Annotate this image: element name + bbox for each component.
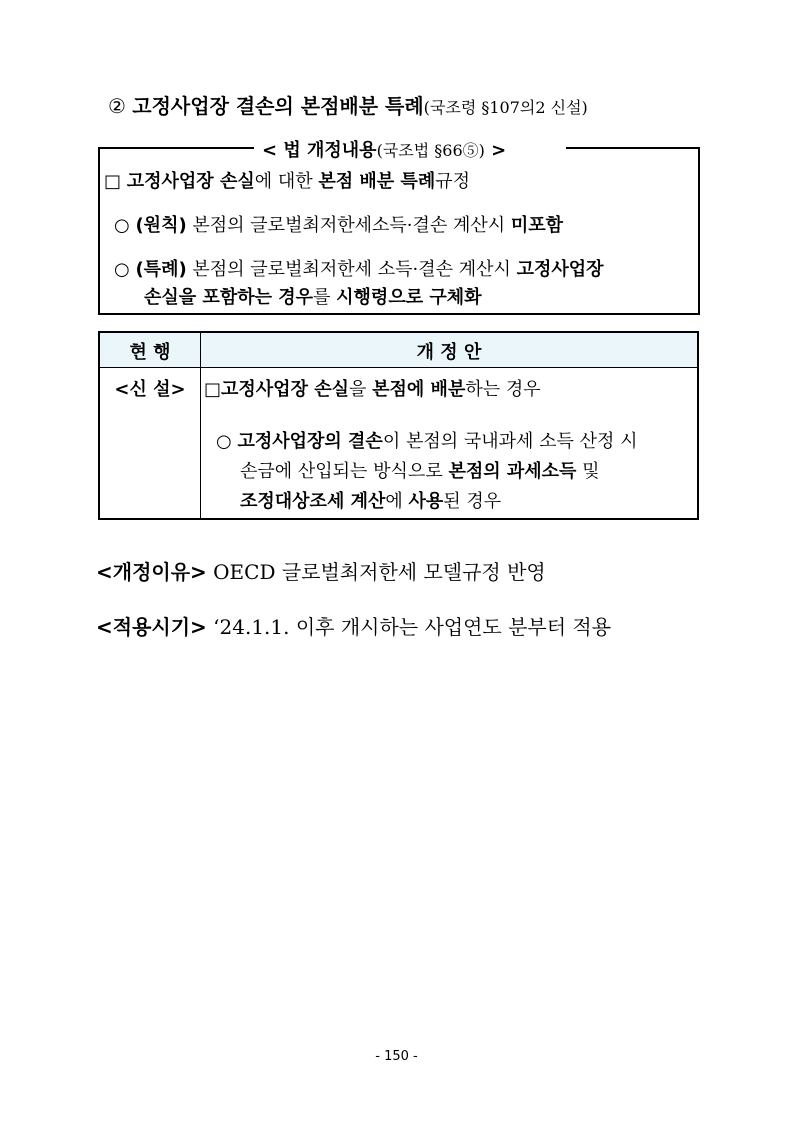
proposed-subitem-line2: 손금에 산입되는 방식으로 본점의 과세소득 및 bbox=[240, 461, 600, 482]
bullet-circle-icon: ○ bbox=[114, 259, 130, 280]
section-number: ② bbox=[108, 94, 126, 118]
proposed-item-main: □고정사업장 손실을 본점에 배분하는 경우 bbox=[204, 379, 541, 400]
checkbox-square-icon: □ bbox=[204, 379, 222, 400]
bullet-circle-icon: ○ bbox=[216, 431, 232, 452]
section-title: 고정사업장 결손의 본점배분 특례 bbox=[132, 94, 424, 118]
section-reference: (국조령 §107의2 신설) bbox=[423, 98, 588, 117]
law-amendment-box bbox=[98, 147, 700, 315]
header-proposed: 개 정 안 bbox=[416, 342, 482, 363]
proposed-subitem: ○ 고정사업장의 결손이 본점의 국내과세 소득 산정 시 bbox=[216, 431, 638, 452]
proposed-subitem-line3: 조정대상조세 계산에 사용된 경우 bbox=[240, 491, 502, 512]
header-current: 현 행 bbox=[129, 342, 171, 363]
effective-text: ‘24.1.1. 이후 개시하는 사업연도 분부터 적용 bbox=[206, 615, 612, 639]
reason-text: OECD 글로벌최저한세 모델규정 반영 bbox=[206, 560, 546, 584]
page-number: - 150 - bbox=[375, 1049, 418, 1064]
section-heading bbox=[108, 90, 588, 119]
reason-label: <개정이유> bbox=[96, 560, 207, 584]
law-item-exception-line2: 손실을 포함하는 경우를 시행령으로 구체화 bbox=[144, 287, 482, 308]
caption-text: < 법 개정내용(국조법 §66⑤) > bbox=[262, 140, 507, 161]
law-item-main: □ 고정사업장 손실에 대한 본점 배분 특례규정 bbox=[104, 171, 470, 192]
bullet-circle-icon: ○ bbox=[114, 215, 130, 236]
comparison-table bbox=[98, 331, 699, 520]
checkbox-square-icon: □ bbox=[104, 171, 122, 192]
amendment-reason bbox=[96, 556, 546, 585]
current-value: <신 설> bbox=[114, 379, 186, 400]
law-item-principle: ○ (원칙) 본점의 글로벌최저한세소득·결손 계산시 미포함 bbox=[114, 215, 564, 236]
effective-label: <적용시기> bbox=[96, 615, 207, 639]
law-item-exception: ○ (특례) 본점의 글로벌최저한세 소득·결손 계산시 고정사업장 bbox=[114, 259, 604, 280]
effective-date bbox=[96, 611, 611, 640]
